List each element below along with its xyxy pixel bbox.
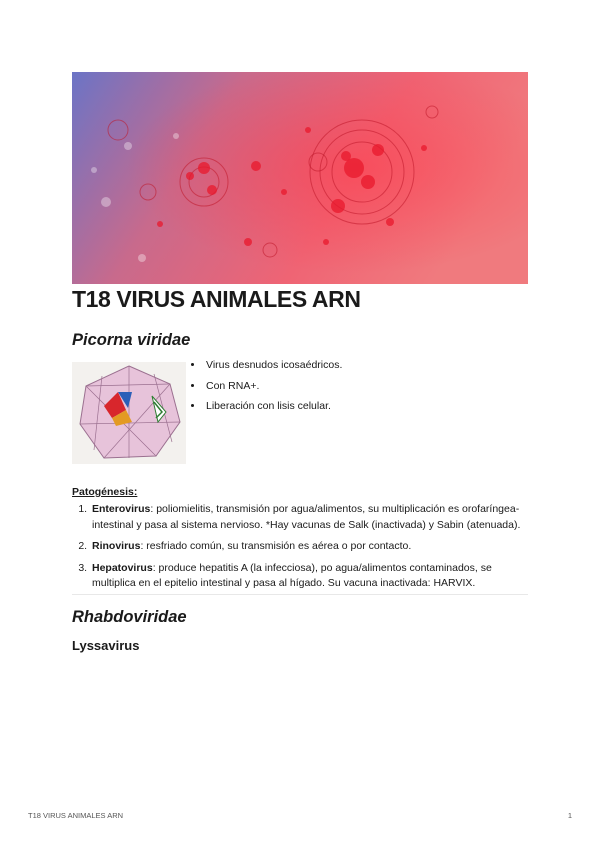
term-label: Hepatovirus bbox=[92, 561, 153, 574]
term-description: : poliomielitis, transmisión por agua/alimentos, su multiplicación es orofaríngea-intestinal y pasa al sistema nervioso. *Hay vacunas de Salk (inactivada) y Sabin (atenuada). bbox=[92, 503, 521, 531]
list-item: • Virus desnudos icosaédricos. bbox=[204, 355, 342, 376]
virus-capsid-image bbox=[72, 362, 186, 464]
list-item-hepatovirus bbox=[90, 561, 536, 592]
footer-title: T18 VIRUS ANIMALES ARN bbox=[28, 811, 124, 820]
term-description: : resfriado común, su transmisión es aérea o por contacto. bbox=[140, 540, 412, 552]
term-description: : produce hepatitis A (la infecciosa), po agua/alimentos contaminados, se multiplica en el epitelio intestinal y pasa al hígado. Su vacuna inactivada: HARVIX. bbox=[92, 561, 492, 589]
virus-map-illustration bbox=[72, 72, 528, 284]
cover-image bbox=[72, 72, 528, 284]
term-label: Enterovirus bbox=[92, 503, 151, 515]
page-number: 1 bbox=[567, 811, 572, 820]
page-title: T18 VIRUS ANIMALES ARN bbox=[72, 286, 361, 312]
section-heading-picornaviridae: Picorna viridae bbox=[72, 331, 191, 349]
term-label: Rinovirus bbox=[92, 540, 141, 552]
pathogenesis-label: Patogénesis: bbox=[72, 486, 138, 498]
icosahedral-virus-icon bbox=[72, 362, 186, 464]
section-heading-rhabdoviridae: Rhabdoviridae bbox=[72, 608, 187, 626]
list-item-rinovirus bbox=[90, 539, 536, 555]
pathogenesis-list bbox=[72, 502, 536, 598]
list-item-enterovirus bbox=[90, 502, 536, 533]
section-divider bbox=[72, 594, 528, 595]
list-item: • Con RNA+. bbox=[204, 376, 342, 397]
subheading-lyssavirus: Lyssavirus bbox=[72, 638, 140, 653]
list-item: • Liberación con lisis celular. bbox=[204, 396, 342, 417]
picorna-features-list bbox=[190, 355, 342, 417]
